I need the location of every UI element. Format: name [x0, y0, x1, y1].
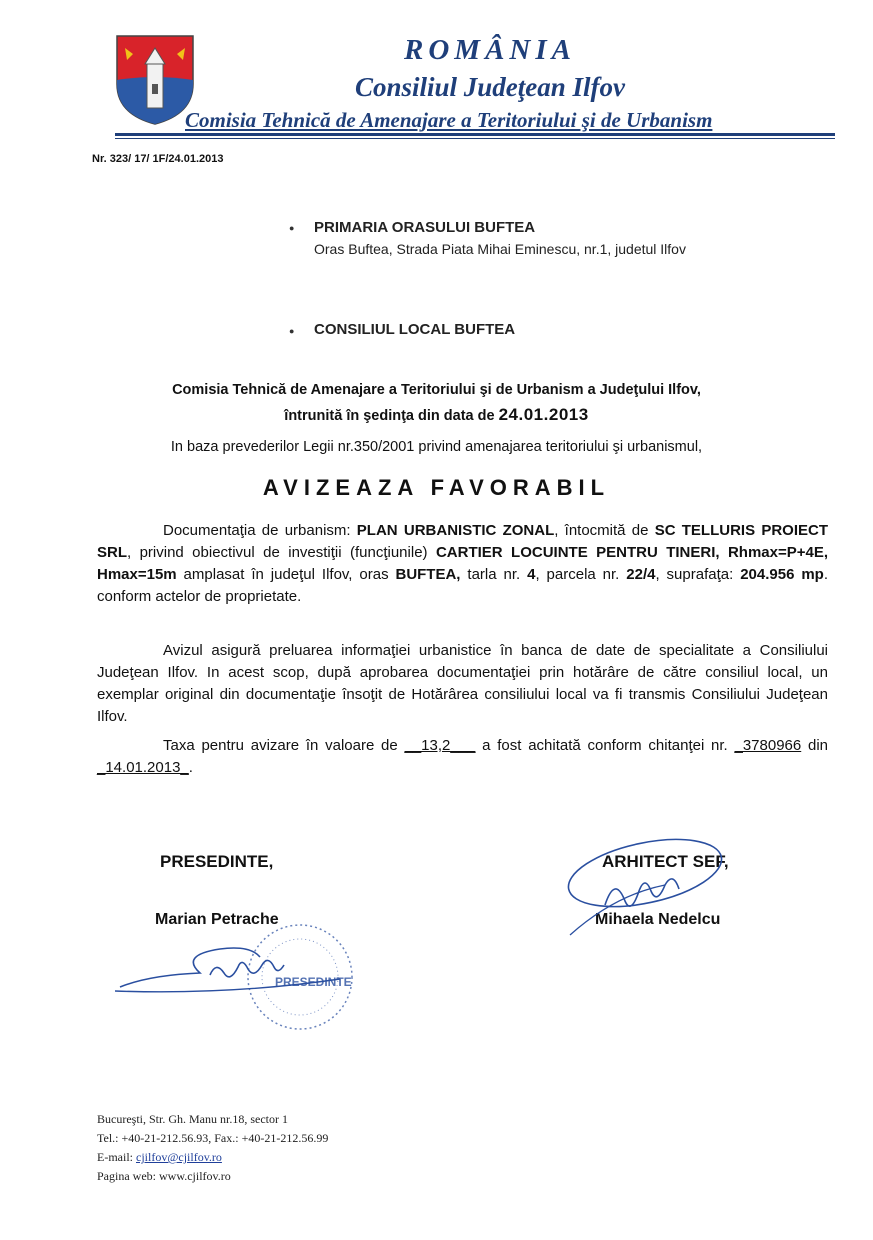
footer-phone: Tel.: +40-21-212.56.93, Fax.: +40-21-212.56.99 — [97, 1131, 329, 1145]
recipient-1-address: Oras Buftea, Strada Piata Mihai Eminescu, nr.1, judetul Ilfov — [314, 241, 686, 257]
fee-amount: __13,2___ — [404, 737, 476, 754]
text: , privind obiectivul de investiţii (funcţiunile) — [127, 544, 436, 561]
meeting-date: 24.01.2013 — [498, 405, 589, 424]
architect-signature — [555, 835, 745, 945]
header-rule-thin — [115, 138, 835, 139]
tarla-number: 4 — [527, 566, 536, 583]
documentation-paragraph — [97, 520, 828, 608]
investment-objective: CARTIER LOCUINTE PENTRU TINERI, Rhmax=P+4E, Hmax=15m — [97, 544, 828, 583]
president-title: PRESEDINTE, — [160, 852, 274, 871]
country-heading: ROMÂNIA — [404, 34, 576, 66]
recipient-2-name: CONSILIUL LOCAL BUFTEA — [314, 321, 516, 338]
text: Documentaţia de urbanism: — [163, 522, 357, 539]
text: tarla nr. — [460, 566, 528, 583]
president-name: Marian Petrache — [155, 911, 279, 928]
bullet-icon: ● — [289, 223, 295, 233]
fee-paragraph — [97, 735, 828, 779]
commission-heading: Comisia Tehnică de Amenajare a Teritoriului şi de Urbanism — [185, 108, 713, 132]
parcel-number: 22/4 — [626, 566, 656, 583]
town-name: BUFTEA, — [395, 566, 461, 583]
text: amplasat în judeţul Ilfov, oras — [176, 566, 396, 583]
text: Taxa pentru avizare în valoare de — [163, 737, 405, 754]
bullet-icon: ● — [289, 326, 295, 336]
footer-address: Bucureşti, Str. Gh. Manu nr.18, sector 1 — [97, 1112, 288, 1126]
text: , suprafaţa: — [655, 566, 741, 583]
company-name: SC TELLURIS PROIECT SRL — [97, 522, 828, 561]
footer-email-link[interactable]: cjilfov@cjilfov.ro — [136, 1150, 222, 1164]
stamp-label: PRESEDINTE — [275, 975, 352, 989]
text: , parcela nr. — [535, 566, 627, 583]
meeting-prefix: întrunită în şedinţa din data de — [284, 408, 499, 424]
footer-email-line — [97, 1150, 222, 1165]
receipt-number: _3780966 — [734, 737, 802, 754]
footer-email-label: E-mail: — [97, 1150, 136, 1164]
recipient-1-name: PRIMARIA ORASULUI BUFTEA — [314, 219, 536, 236]
council-heading: Consiliul Judeţean Ilfov — [354, 72, 626, 102]
text: . — [188, 759, 193, 776]
county-coat-of-arms — [115, 34, 195, 126]
receipt-date: _14.01.2013_ — [97, 759, 189, 776]
registration-number: Nr. 323/ 17/ 1F/24.01.2013 — [92, 153, 224, 165]
area-value: 204.956 mp — [740, 566, 824, 583]
architect-name: Mihaela Nedelcu — [595, 911, 721, 928]
text: a fost achitată conform chitanţei nr. — [475, 737, 735, 754]
text: din — [801, 737, 829, 754]
architect-title: ARHITECT SEF, — [602, 852, 729, 871]
database-paragraph: Avizul asigură preluarea informaţiei urbanistice în banca de date de specialitate a Consiliului Judeţean Ilfov. In acest scop, după aprobarea documentaţiei prin hotărâre de către consiliul local, un exemplar original din documentaţie însoţit de Hotărârea consiliului local va fi transmis Consiliului Judeţean Ilfov. — [97, 642, 828, 725]
legal-basis: In baza prevederilor Legii nr.350/2001 privind amenajarea teritoriului şi urbanismul, — [170, 439, 703, 455]
text: . conform actelor de proprietate. — [97, 566, 829, 605]
president-signature — [110, 935, 360, 1005]
footer-website: Pagina web: www.cjilfov.ro — [97, 1169, 231, 1183]
header-rule — [115, 133, 835, 136]
commission-full-name: Comisia Tehnică de Amenajare a Teritoriului şi de Urbanism a Judeţului Ilfov, — [172, 382, 701, 398]
doc-type: PLAN URBANISTIC ZONAL — [356, 522, 555, 539]
meeting-line — [60, 405, 813, 425]
verdict-heading: AVIZEAZA FAVORABIL — [262, 475, 611, 500]
text: , întocmită de — [554, 522, 655, 539]
